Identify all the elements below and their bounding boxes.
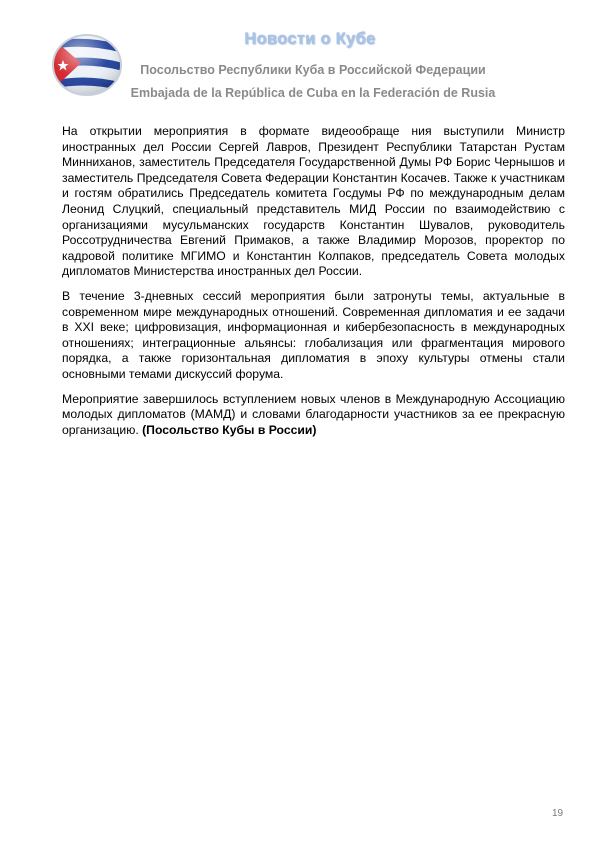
article-paragraph-text: Мероприятие завершилось вступлением новых членов в Международную Ассоциацию молодых дипломатов (МАМД) и словами благодарности участников за ее прекрасную организацию. — [62, 391, 565, 437]
article-signature: (Посольство Кубы в России) — [142, 422, 317, 437]
article-paragraph-closing — [62, 392, 565, 439]
page-number: 19 — [552, 808, 564, 819]
article-paragraph: На открытии мероприятия в формате видеообраще ния выступили Министр иностранных дел России Сергей Лавров, Президент Республики Татарстан Рустам Минниханов, заместитель Председателя Государственной Думы РФ Борис Чернышов и заместитель Председателя Совета Федерации Константин Косачев. Также к участникам и гостям обратились Председатель комитета Госдумы РФ по международным делам Леонид Слуцкий, специальный представитель МИД России по взаимодействию с организациями мусульманских государств Константин Шувалов, руководитель Россотрудничества Евгений Примаков, а также Владимир Морозов, проректор по кадровой политике МГИМО и Константин Колпаков, председатель Совета молодых дипломатов Министерства иностранных дел России. — [62, 124, 565, 279]
newsletter-title: Новости о Кубе — [244, 30, 376, 48]
article-body — [62, 124, 565, 447]
embassy-name-ru: Посольство Республики Куба в Российской Федерации — [140, 63, 486, 77]
article-paragraph: В течение 3-дневных сессий мероприятия были затронуты темы, актуальные в современном мире международных отношений. Современная дипломатия и ее задачи в XXI веке; цифровизация, информационная и кибербезопасность в международных отношениях; интеграционные альянсы: глобализация или фрагментация мирового порядка, а также горизонтальная дипломатия в эпоху культуры отмены стали основными темами дискуссий форума. — [62, 288, 565, 381]
embassy-name-es: Embajada de la República de Cuba en la Federación de Rusia — [130, 86, 496, 100]
